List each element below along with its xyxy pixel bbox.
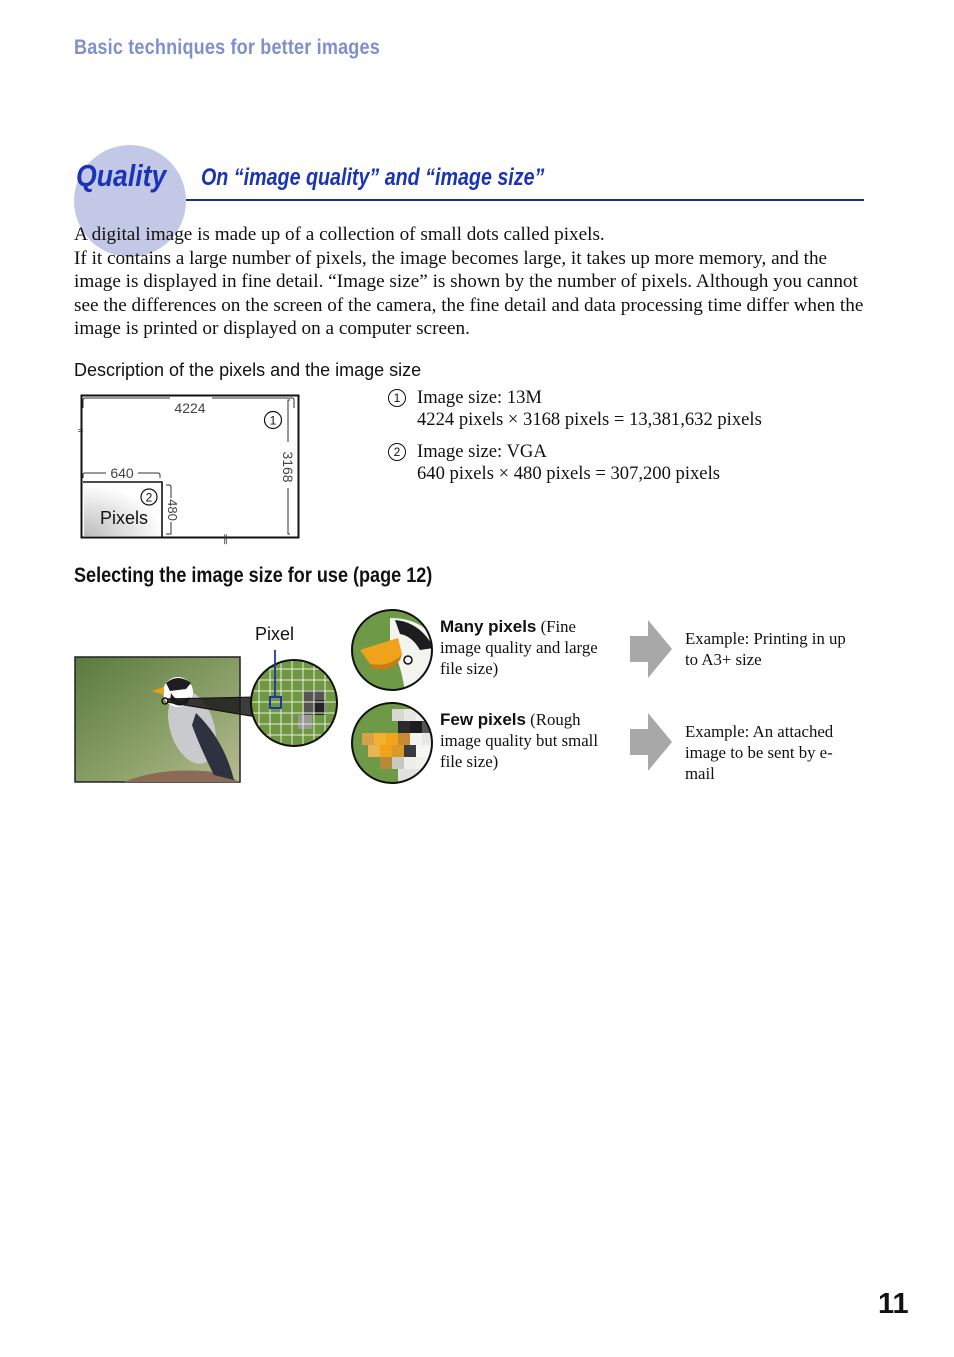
many-pixels-rest: (Fine image quality and large file size) [440,617,598,678]
few-pixels-rest: (Rough image quality but small file size) [440,710,598,771]
size-list [388,387,762,495]
size-marker-2: 2 [388,443,406,461]
marker-1: 1 [269,413,277,428]
many-pixels-description [440,616,615,679]
height-large: 3168 [280,451,296,483]
running-head: Basic techniques for better images [74,36,380,59]
width-small: 640 [110,465,134,481]
example-few: Example: An attached image to be sent by e-mail [685,722,834,783]
section-title: On “image quality” and “image size” [201,164,545,191]
page-number: 11 [878,1288,909,1320]
body-paragraph: If it contains a large number of pixels, the image becomes large, it takes up more memory, and the image is displayed in fine detail. “Image size” is shown by the number of pixels. Although you cannot see the differences on the screen of the camera, the fine detail and data processing time differ when the image is printed or displayed on a computer screen. [74,247,864,340]
few-pixels-description [440,709,615,772]
few-pixels-bold: Few pixels [440,710,526,729]
bird-photo-illustration [74,605,354,785]
pixel-label: Pixel [255,624,295,644]
size-item-13m [388,387,762,431]
many-pixels-bold: Many pixels [440,617,537,636]
pixels-label: Pixels [100,508,149,528]
pixel-size-diagram [78,394,300,545]
height-small: 480 [165,499,180,521]
size-detail-13m: 4224 pixels × 3168 pixels = 13,381,632 pixels [417,409,762,430]
quality-label: Quality [76,158,167,193]
svg-text:∥: ∥ [223,534,228,545]
many-pixels-thumbnail [350,608,434,692]
arrow-right-icon [630,713,672,771]
size-title-13m: Image size: 13M [417,387,542,408]
arrow-right-icon [630,620,672,678]
example-many: Example: Printing in up to A3+ size [685,629,846,669]
marker-2: 2 [145,490,153,505]
size-title-vga: Image size: VGA [417,441,547,462]
selecting-heading: Selecting the image size for use (page 12) [74,564,433,587]
body-line-1: A digital image is made up of a collection of small dots called pixels. [74,224,605,245]
body-text [74,223,864,341]
size-item-vga [388,441,762,485]
description-heading: Description of the pixels and the image size [74,360,422,380]
section-rule [186,199,864,201]
few-pixels-thumbnail [350,701,434,785]
size-detail-vga: 640 pixels × 480 pixels = 307,200 pixels [417,463,720,484]
size-marker-1: 1 [388,389,406,407]
width-large: 4224 [174,400,206,416]
svg-text:≈: ≈ [78,426,84,437]
